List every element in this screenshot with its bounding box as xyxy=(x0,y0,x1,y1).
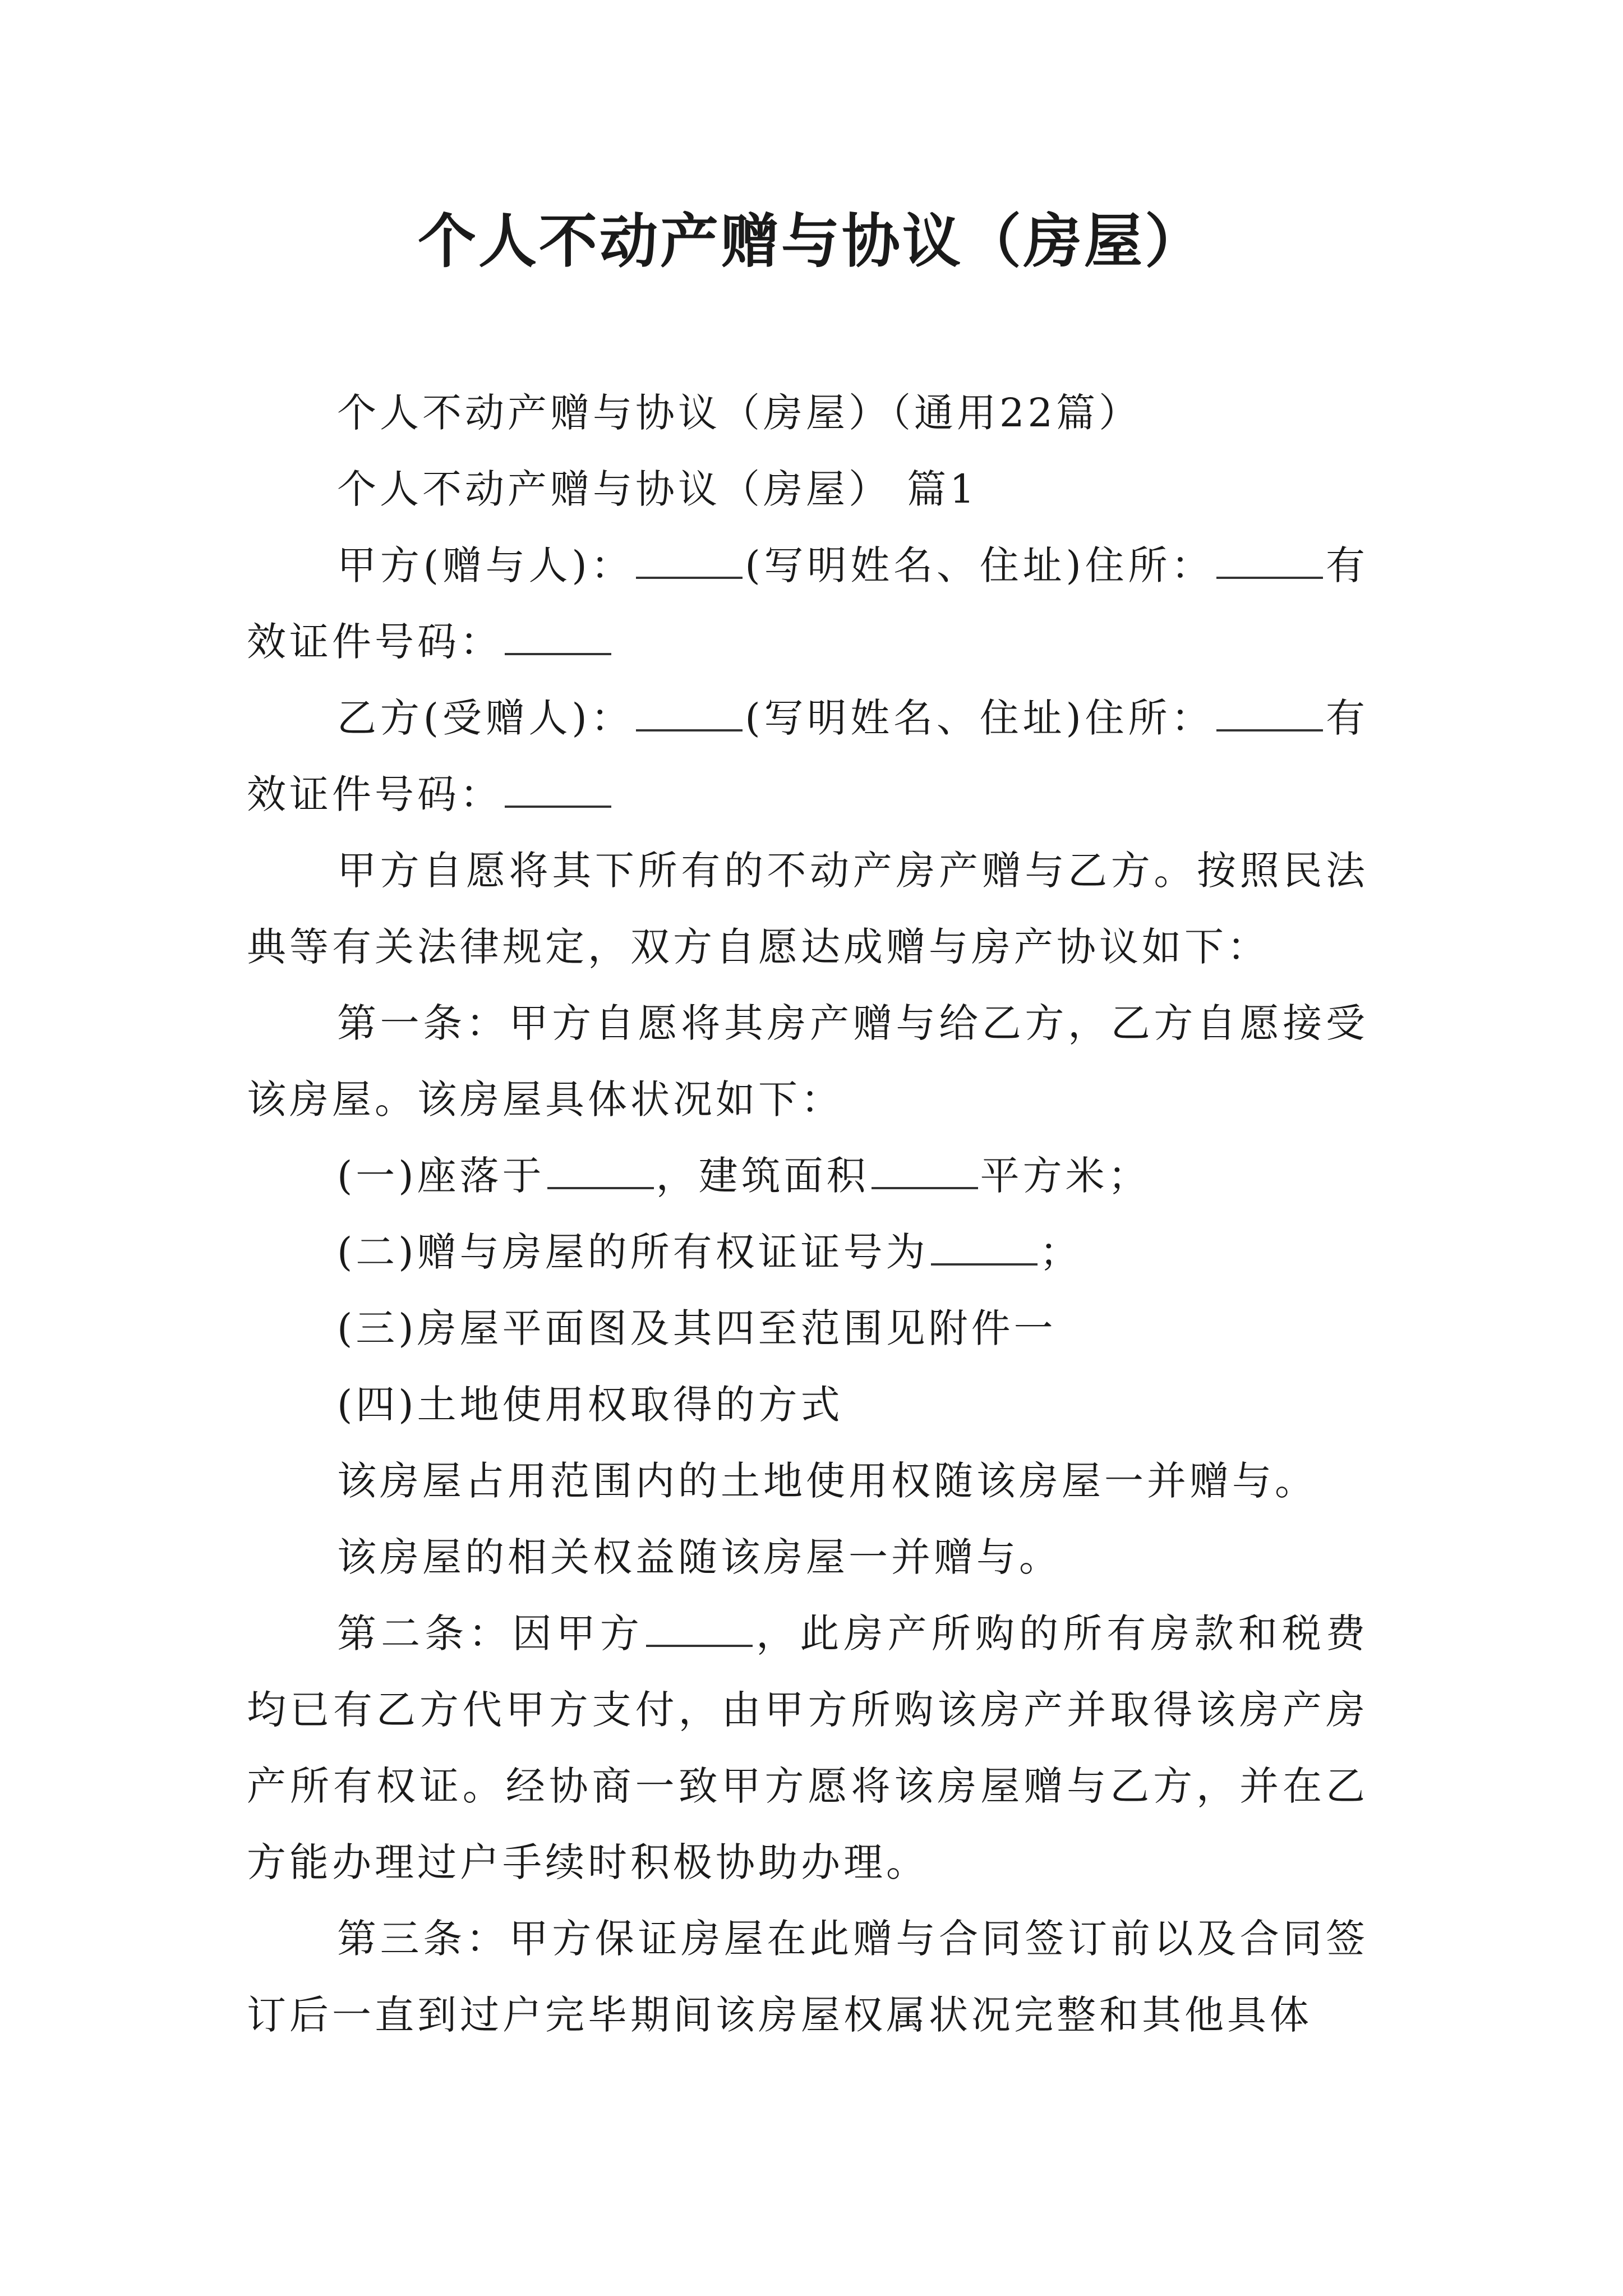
blank-line xyxy=(1216,694,1323,731)
party-a-id-label: 有效证件号码： xyxy=(247,542,1369,665)
item-2-label: (二)赠与房屋的所有权证证号为 xyxy=(337,1229,929,1275)
party-a-address-label: (写明姓名、住址)住所： xyxy=(745,542,1215,588)
section-heading: 个人不动产赠与协议（房屋） 篇1 xyxy=(337,466,978,512)
blank-line xyxy=(505,771,611,808)
party-b-label: 乙方(受赠人)： xyxy=(337,695,634,741)
party-b-address-label: (写明姓名、住址)住所： xyxy=(745,695,1215,741)
rights-paragraph: 该房屋的相关权益随该房屋一并赠与。 xyxy=(337,1534,1062,1580)
blank-line xyxy=(1216,542,1323,579)
article-1-paragraph: 第一条：甲方自愿将其房产赠与给乙方，乙方自愿接受该房屋。该房屋具体状况如下： xyxy=(247,1000,1368,1122)
intro-paragraph: 甲方自愿将其下所有的不动产房产赠与乙方。按照民法典等有关法律规定，双方自愿达成赠与房产协议如下： xyxy=(247,848,1368,970)
item-1-unit: 平方米； xyxy=(980,1153,1151,1199)
article-2-label: 第二条：因甲方 xyxy=(337,1611,644,1657)
item-2-paragraph xyxy=(247,1214,1368,1290)
blank-line xyxy=(931,1228,1038,1266)
subtitle-paragraph: 个人不动产赠与协议（房屋）（通用22篇） xyxy=(337,390,1142,436)
article-3-paragraph: 第三条：甲方保证房屋在此赠与合同签订前以及合同签订后一直到过户完毕期间该房屋权属状况完整和其他具体 xyxy=(247,1916,1368,2038)
document-title: 个人不动产赠与协议（房屋） xyxy=(417,207,1205,275)
article-2-text: ，此房产所购的所有房款和税费均已有乙方代甲方支付，由甲方所购该房产并取得该房产房产所有权证。经协商一致甲方愿将该房屋赠与乙方，并在乙方能办理过户手续时积极协助办理。 xyxy=(247,1611,1368,1885)
document-body xyxy=(247,375,1368,2053)
land-right-paragraph: 该房屋占用范围内的土地使用权随该房屋一并赠与。 xyxy=(337,1458,1317,1504)
party-a-label: 甲方(赠与人)： xyxy=(337,542,634,588)
blank-line xyxy=(547,1152,654,1189)
blank-line xyxy=(636,694,743,731)
party-b-id-label: 有效证件号码： xyxy=(247,695,1369,817)
party-b-paragraph xyxy=(247,680,1368,832)
blank-line xyxy=(872,1152,978,1189)
item-3-paragraph: (三)房屋平面图及其四至范围见附件一 xyxy=(337,1305,1057,1351)
item-1-label: (一)座落于 xyxy=(337,1153,545,1199)
blank-line xyxy=(505,618,611,655)
blank-line xyxy=(636,542,743,579)
party-a-paragraph xyxy=(247,527,1368,680)
item-2-end: ； xyxy=(1039,1229,1082,1275)
item-1-paragraph xyxy=(247,1138,1368,1214)
item-4-paragraph: (四)土地使用权取得的方式 xyxy=(337,1382,843,1428)
blank-line xyxy=(646,1610,753,1647)
article-2-paragraph xyxy=(247,1595,1368,1901)
item-1-area-label: ，建筑面积 xyxy=(656,1153,869,1199)
